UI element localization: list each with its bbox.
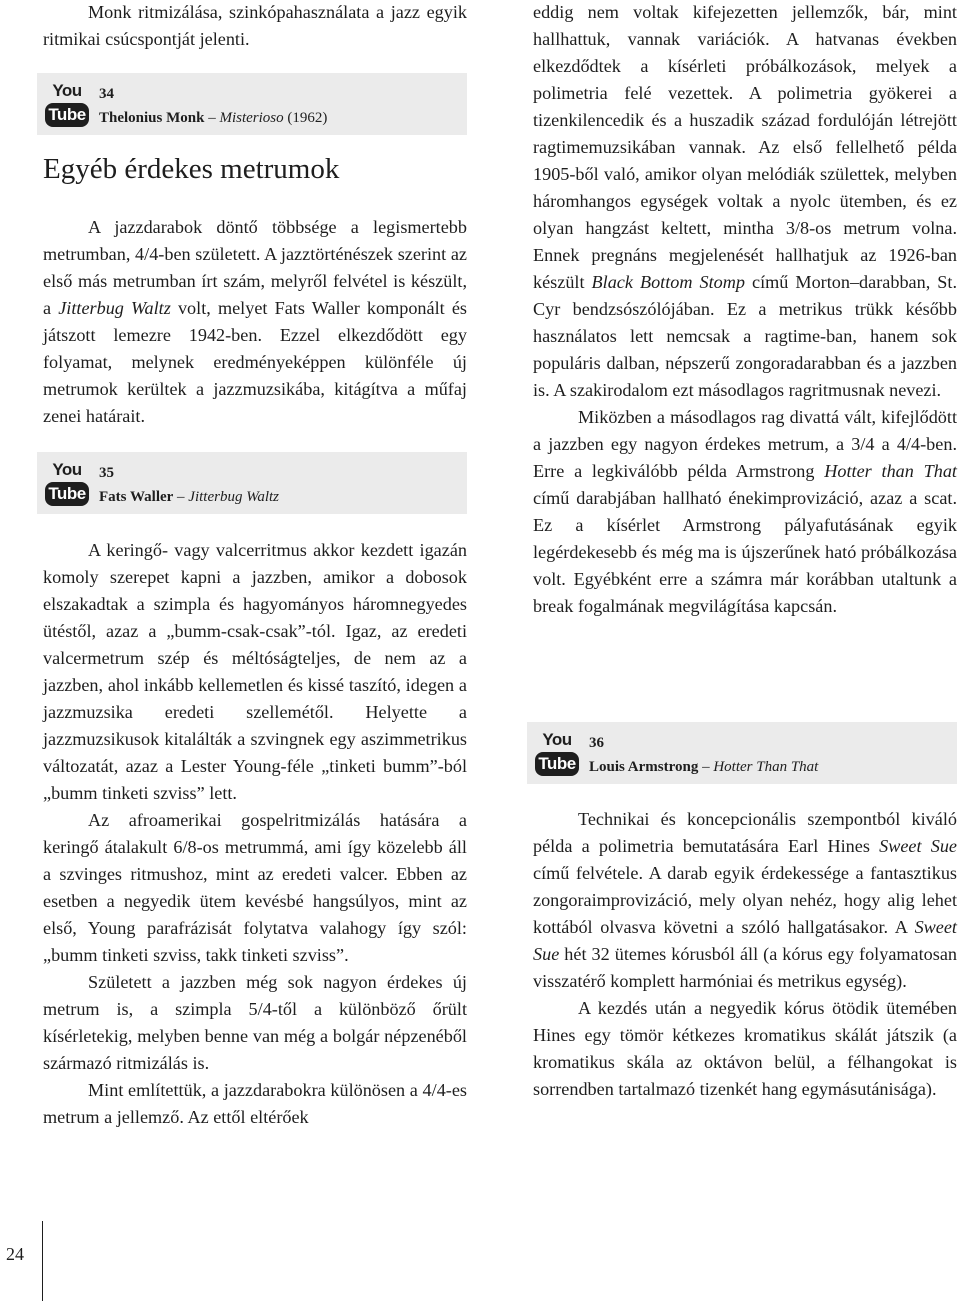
video-number: 34 bbox=[99, 86, 114, 102]
youtube-icon[interactable]: You Tube bbox=[45, 458, 89, 508]
video-title[interactable]: Thelonius Monk – Misterioso (1962) bbox=[99, 110, 328, 126]
paragraph: Technikai és koncepcionális szempontból kiváló példa a polimetria bemutatására Earl Hines Sweet Sue című felvétele. A darab egyik érdekessége a fantasztikus zongoraimprovizáció, mely olyan nehéz, hogy alig lehet kottából olvasva követni a szóló hallgatásakor. A Sweet Sue hét 32 ütemes kórusból áll (a kórus egy folyamatosan visszatérő komplett harmóniai és metrikus egység). bbox=[533, 809, 957, 991]
paragraph: Az afroamerikai gospelritmizálás hatására a keringő átalakult 6/8-os metrummá, ami így közelebb áll a szvinges ritmushoz, mint az eredeti valcer. Ebben az esetben a negyedik ütem kevésbé hangsúlyos, mint az első, Young parafrázisát folytatva valahogy így szól: „bumm tinketi szviss, takk tinketi szviss”. bbox=[43, 810, 467, 965]
paragraph: A jazzdarabok döntő többsége a legismertebb metrumban, 4/4-ben született. A jazztörténészek szerint az első más metrumban írt szám, melyről felvétel is készült, a Jitterbug Waltz volt, melyet Fats Waller komponált és játszott lemezre 1942-ben. Ezzel elkezdődött egy folyamat, melynek eredményeképpen különféle új metrumok kerültek a jazzmuzsikába, kitágítva a műfaj zenei határait. bbox=[43, 217, 467, 426]
paragraph: A kezdés után a negyedik kórus ötödik ütemében Hines egy tömör kétkezes kromatikus skálát játszik (a kromatikus skála az oktávon belül, a félhangokat is sorrendben tartalmazó tizenkét hang egymásutánisága). bbox=[533, 998, 957, 1099]
video-number: 35 bbox=[99, 465, 114, 481]
video-reference-35[interactable] bbox=[37, 452, 467, 514]
video-number: 36 bbox=[589, 735, 604, 751]
youtube-icon[interactable]: You Tube bbox=[535, 728, 579, 778]
page-number: 24 bbox=[6, 1244, 24, 1264]
video-title[interactable]: Louis Armstrong – Hotter Than That bbox=[589, 759, 819, 775]
paragraph: Született a jazzben még sok nagyon érdekes új metrum is, a szimpla 5/4-től a különböző őrült kísérletekig, melyben benne van még a bolgár népzenéből származó ritmizálás is. bbox=[43, 972, 467, 1073]
section-heading: Egyéb érdekes metrumok bbox=[43, 153, 340, 185]
video-title[interactable]: Fats Waller – Jitterbug Waltz bbox=[99, 489, 279, 505]
paragraph: Miközben a másodlagos rag divattá vált, kifejlődött a jazzben egy nagyon érdekes metrum, a 3/4 a 4/4-ben. Erre a legkiválóbb példa Armstrong Hotter than That című darabjában hallható énekimprovizáció, azaz a scat. Ez a kísérlet Armstrong pályafutásának egyik legérdekesebb és még ma is újszerűnek ható próbálkozása volt. Egyébként erre a számra már korábban utaltunk a break fogalmának megvilágítása kapcsán. bbox=[533, 407, 957, 616]
left-body bbox=[43, 537, 467, 1131]
video-reference-34[interactable] bbox=[37, 73, 467, 135]
paragraph: Mint említettük, a jazzdarabokra különösen a 4/4-es metrum a jellemző. Az ettől eltérőek bbox=[43, 1080, 467, 1127]
video-reference-36[interactable] bbox=[527, 722, 957, 784]
right-body-top bbox=[533, 0, 957, 620]
paragraph: eddig nem voltak kifejezetten jellemzők, bár, mint hallhattuk, vannak variációk. A hatvanas években elkezdődtek a kísérleti próbálkozások, melyek a polimetria felé vezettek. A polimetria gyökerei a tizenkilencedik és a huszadik század fordulóján létrejött ragtimemuzsikában vannak. Az első fellelhető példa 1905-ből való, amikor olyan melódiák születtek, melyben háromhangos egységek voltak a nyolc ütemben, és ez olyan hangzást keltett, mintha 3/8-os metrum volna. Ennek pregnáns megjelenését hallhatjuk az 1926-ban készült Black Bottom Stomp című Morton–darabban, St. Cyr bendzsószólójában. Ez a metrikus trükk később használatos lett nemcsak a ragtime-ban, hanem sok populáris dalban, népszerű zongoradarabban és a jazzben is. A szakirodalom ezt másodlagos ragritmusnak nevezi. bbox=[533, 2, 957, 400]
paragraph: A keringő- vagy valcerritmus akkor kezdett igazán komoly szerepet kapni a jazzben, amikor a dobosok elszakadtak a szimpla és hagyományos háromnegyedes ütéstől, azaz a „bumm-csak-csak”-tól. Igaz, az eredeti valcermetrum szép és méltóságteljes, de nem az a jazzben, ahol inkább kellemetlen és kissé taszító, idegen a jazzmuzsika eredeti szellemétől. Helyette a jazzmuzsikusok kitalálták a szvingnek egy aszimmetrikus változatát, azaz a Lester Young-féle „tinketi bumm”-ból „bumm tinketi szviss” lett. bbox=[43, 540, 467, 803]
right-body-bottom bbox=[533, 806, 957, 1103]
paragraph: Monk ritmizálása, szinkópahasználata a jazz egyik ritmikai csúcspontját jelenti. bbox=[43, 2, 467, 49]
youtube-icon[interactable]: You Tube bbox=[45, 79, 89, 129]
page-divider bbox=[42, 1221, 43, 1301]
